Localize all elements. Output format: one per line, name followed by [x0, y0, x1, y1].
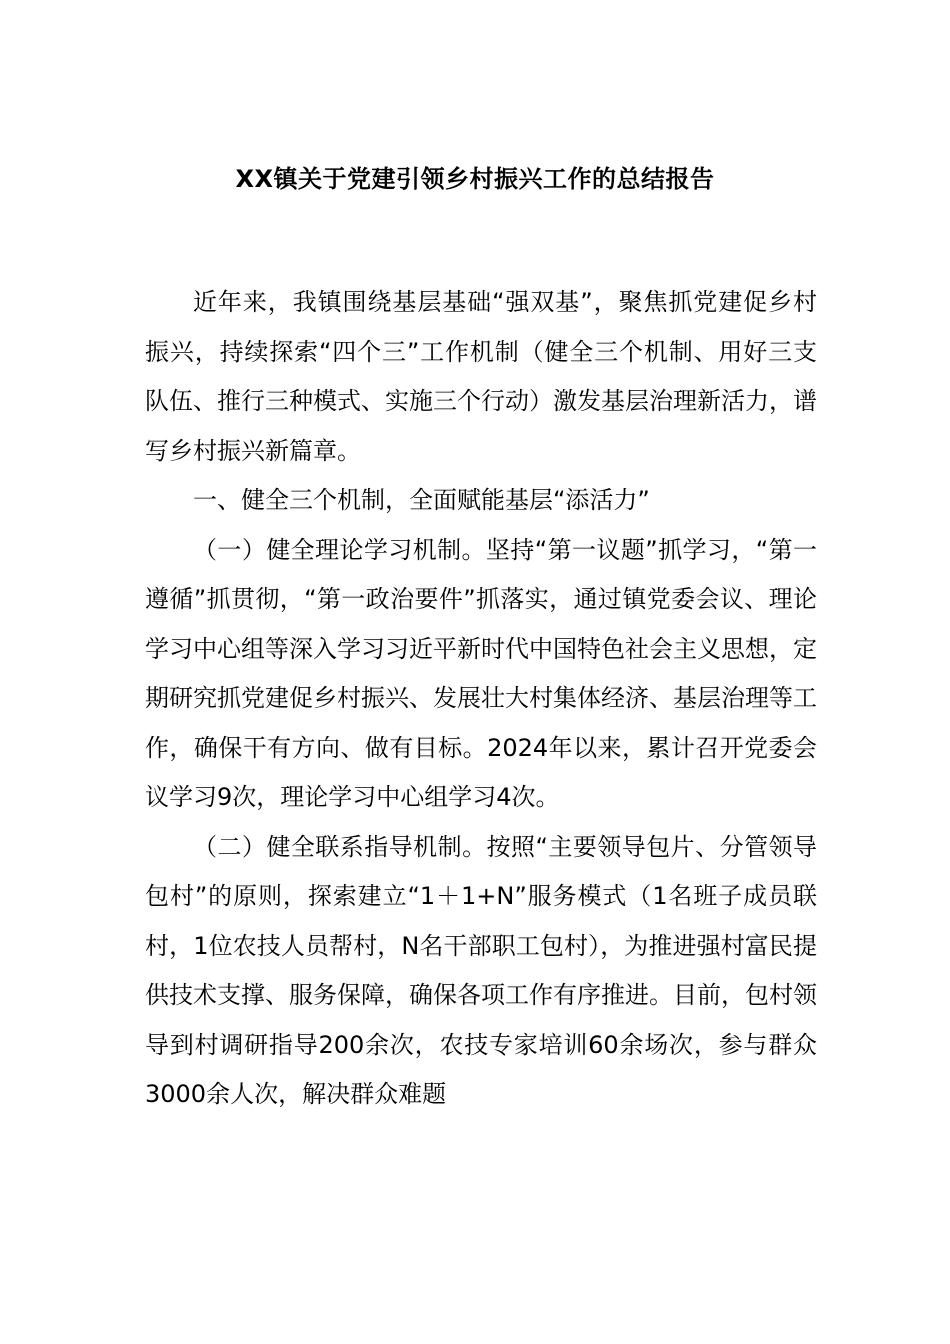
subsection-paragraph-2: （二）健全联系指导机制。按照“主要领导包片、分管领导包村”的原则，探索建立“1＋1+N”服务模式（1名班子成员联村，1位农技人员帮村，N名干部职工包村），为推进强村富民提供技术支撑、服务保障，确保各项工作有序推进。目前，包村领导到村调研指导200余次，农技专家培训60余场次，参与群众3000余人次，解决群众难题	[145, 832, 817, 1108]
intro-paragraph: 近年来，我镇围绕基层基础“强双基”，聚焦抓党建促乡村振兴，持续探索“四个三”工作机制（健全三个机制、用好三支队伍、推行三种模式、实施三个行动）激发基层治理新活力，谱写乡村振兴新篇章。	[145, 288, 817, 465]
document-title: XX镇关于党建引领乡村振兴工作的总结报告	[235, 165, 715, 193]
section-heading-1: 一、健全三个机制，全面赋能基层“添活力”	[193, 486, 650, 514]
document-body	[145, 278, 817, 1120]
subsection-paragraph-1: （一）健全理论学习机制。坚持“第一议题”抓学习，“第一遵循”抓贯彻，“第一政治要件”抓落实，通过镇党委会议、理论学习中心组等深入学习习近平新时代中国特色社会主义思想，定期研究抓党建促乡村振兴、发展壮大村集体经济、基层治理等工作，确保干有方向、做有目标。2024年以来，累计召开党委会议学习9次，理论学习中心组学习4次。	[145, 535, 817, 811]
